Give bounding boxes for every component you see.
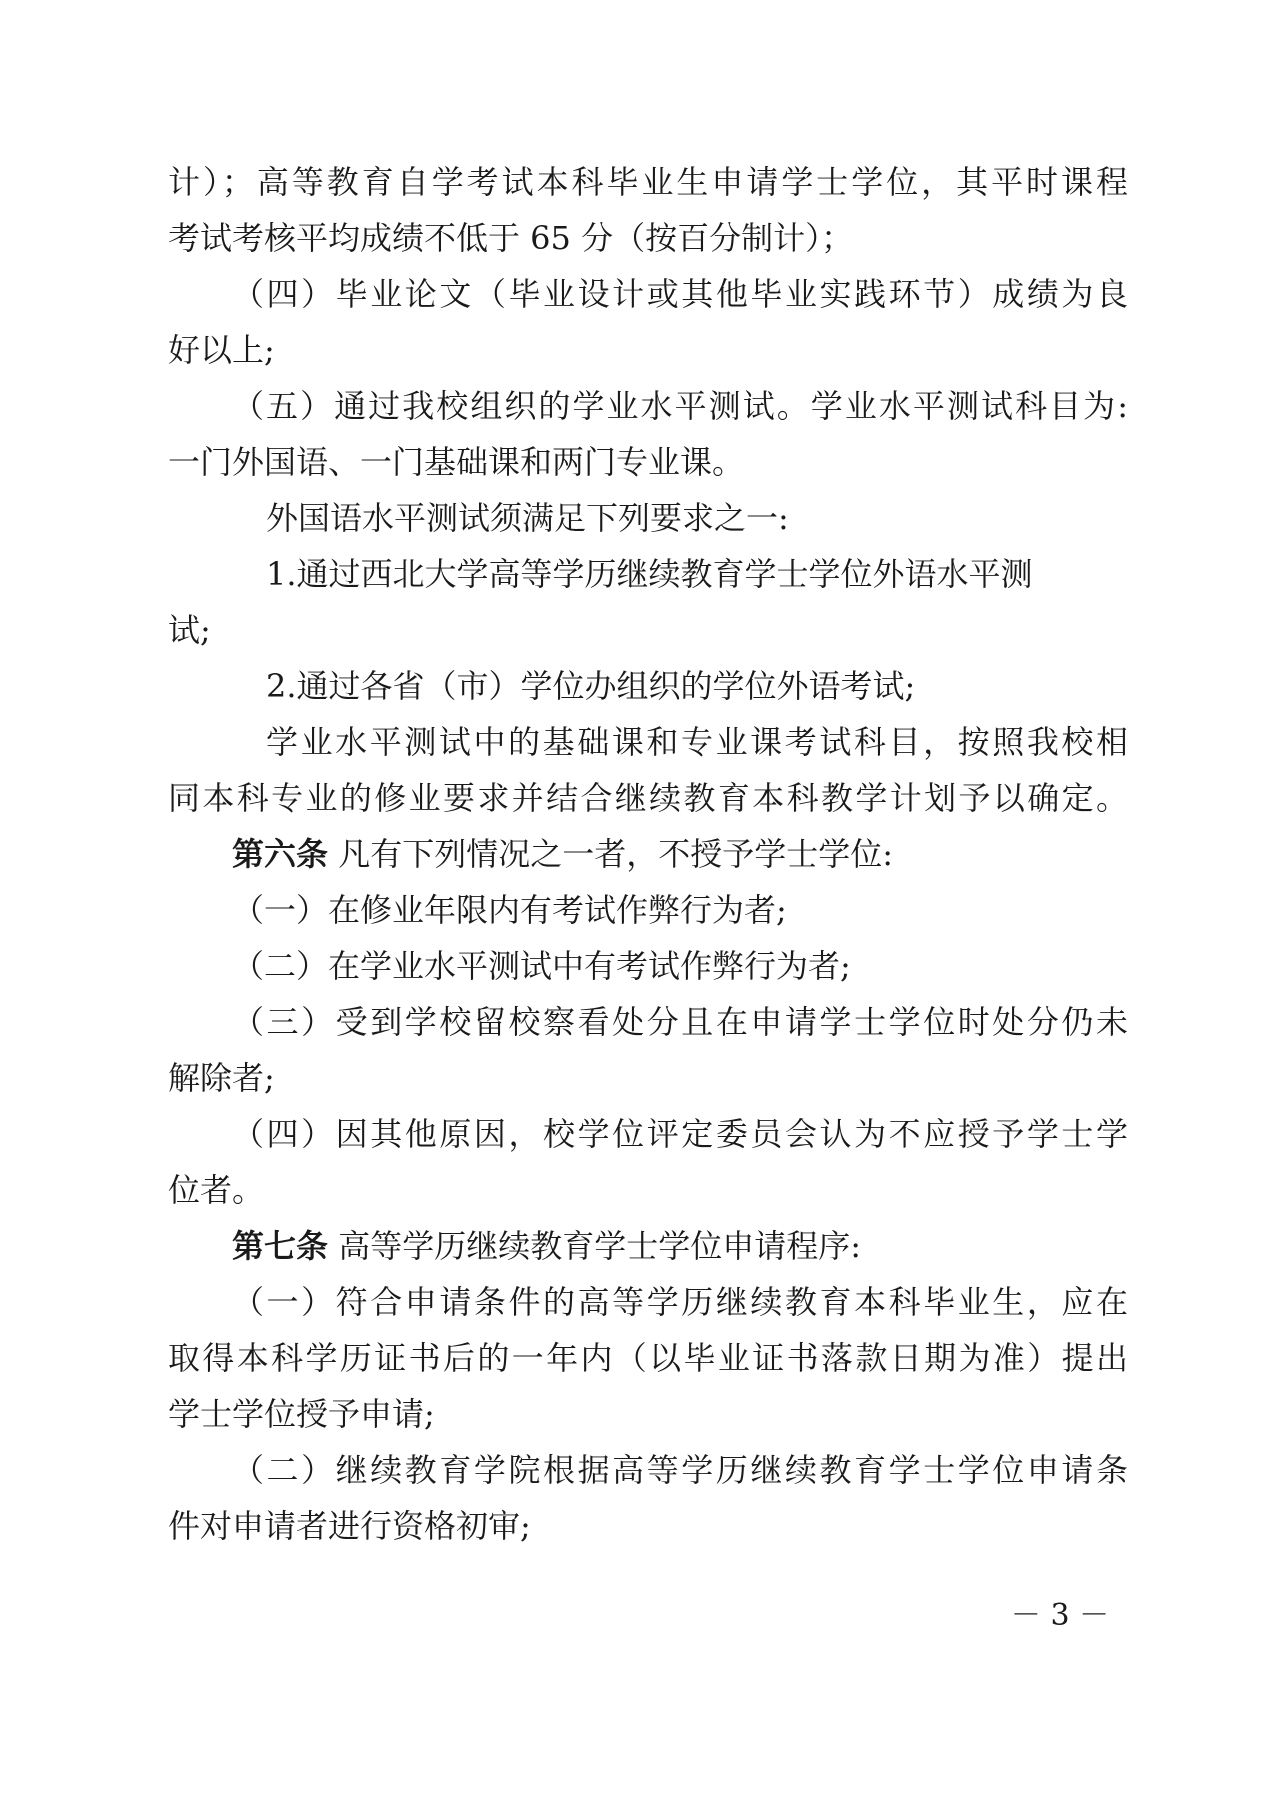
text-line: 学业水平测试中的基础课和专业课考试科目，按照我校相: [266, 723, 1128, 761]
text-line: 好以上;: [168, 331, 275, 369]
text-line: 试;: [168, 611, 211, 649]
text-line: （三）受到学校留校察看处分且在申请学士学位时处分仍未: [232, 1003, 1128, 1041]
text-line: 解除者;: [168, 1059, 275, 1097]
text-line: 计）；高等教育自学考试本科毕业生申请学士学位，其平时课程: [168, 163, 1128, 201]
text-line: 位者。: [168, 1171, 265, 1209]
text-line: 取得本科学历证书后的一年内（以毕业证书落款日期为准）提出: [168, 1339, 1128, 1377]
text-line: 外国语水平测试须满足下列要求之一:: [266, 499, 789, 537]
text-line: （五）通过我校组织的学业水平测试。学业水平测试科目为:: [232, 387, 1128, 425]
text-line: （二）继续教育学院根据高等学历继续教育学士学位申请条: [232, 1451, 1128, 1489]
page-number: － 3 －: [1010, 1598, 1110, 1633]
text-line: 一门外国语、一门基础课和两门专业课。: [168, 443, 745, 481]
text-line: 考试考核平均成绩不低于 65 分（按百分制计）；: [168, 219, 854, 257]
text-line: 件对申请者进行资格初审;: [168, 1507, 531, 1545]
article-heading-line: [232, 834, 1128, 874]
text-line: （四）毕业论文（毕业设计或其他毕业实践环节）成绩为良: [232, 275, 1128, 313]
text-line: 学士学位授予申请;: [168, 1395, 435, 1433]
article-label: 第六条: [232, 835, 329, 873]
text-line: 同本科专业的修业要求并结合继续教育本科教学计划予以确定。: [168, 779, 1128, 817]
article-text: 高等学历继续教育学士学位申请程序:: [338, 1227, 861, 1265]
article-heading-line: [232, 1226, 1128, 1266]
text-line: （一）符合申请条件的高等学历继续教育本科毕业生，应在: [232, 1283, 1128, 1321]
text-line: （四）因其他原因，校学位评定委员会认为不应授予学士学: [232, 1115, 1128, 1153]
text-line: （一）在修业年限内有考试作弊行为者;: [232, 891, 787, 929]
article-text: 凡有下列情况之一者，不授予学士学位:: [338, 835, 893, 873]
article-label: 第七条: [232, 1227, 329, 1265]
text-line: 2.通过各省（市）学位办组织的学位外语考试;: [266, 667, 916, 705]
text-line: （二）在学业水平测试中有考试作弊行为者;: [232, 947, 851, 985]
text-line: 1.通过西北大学高等学历继续教育学士学位外语水平测: [266, 555, 1033, 593]
